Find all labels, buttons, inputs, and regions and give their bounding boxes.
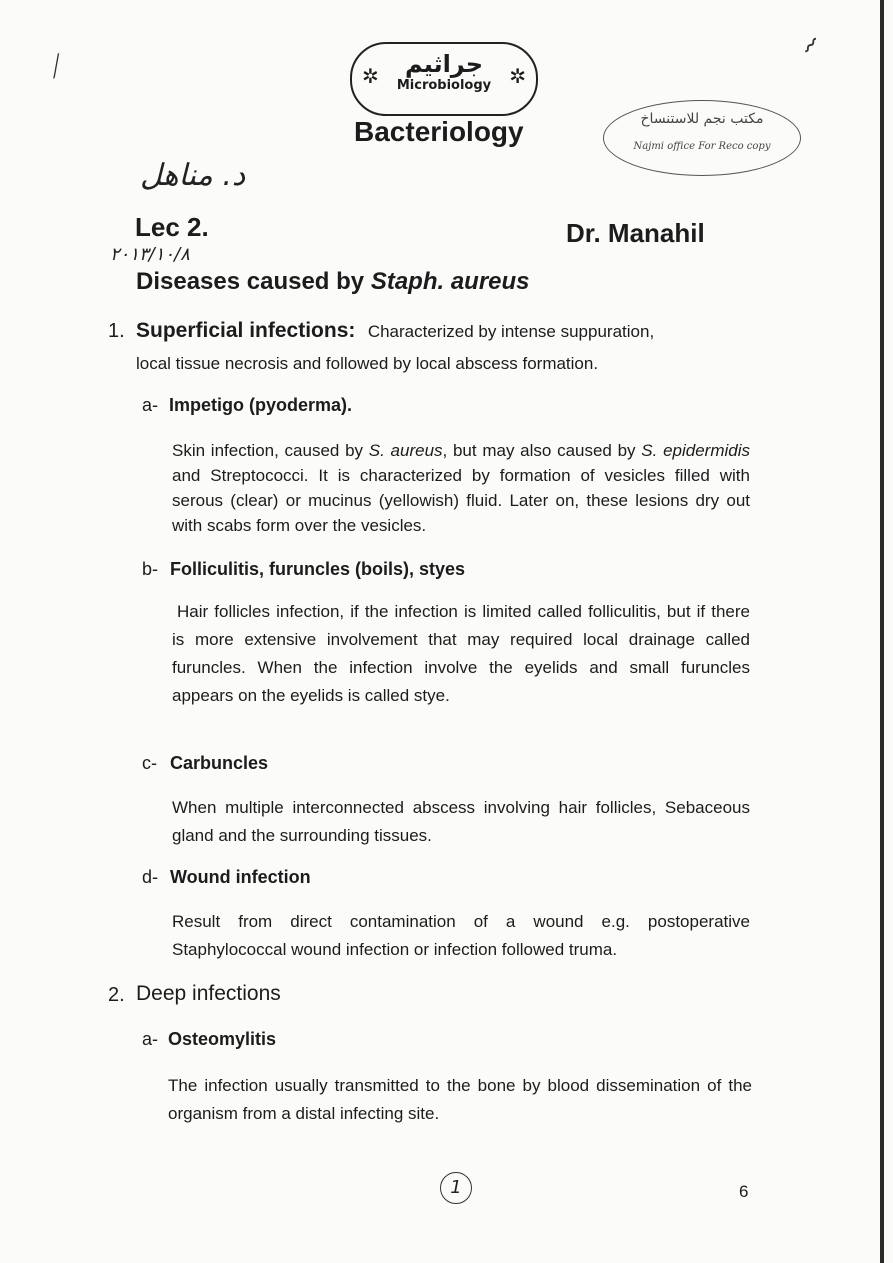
section-intro: Characterized by intense suppuration, xyxy=(367,322,655,341)
subsection-letter: a- xyxy=(142,395,159,415)
text-span: and Streptococci. It is characterized by formation of vesicles filled with serous (clear) or mucinus (yellowish) fluid. Later on, these lesions dry out with scabs form over the vesicles. xyxy=(172,466,750,535)
subsection-title: Folliculitis, furuncles (boils), styes xyxy=(170,559,466,579)
subsection-letter: a- xyxy=(142,1029,159,1049)
title-text: Diseases caused by xyxy=(136,268,371,295)
section-number: 2. xyxy=(108,984,125,1006)
circled-page-marker: 1 xyxy=(440,1172,472,1204)
subsection-text: The infection usually transmitted to the bone by blood dissemination of the organism from a distal infecting site. xyxy=(168,1076,752,1123)
subsection-letter: b- xyxy=(142,559,159,579)
microbiology-logo xyxy=(350,42,538,116)
logo-arabic: جراثيم xyxy=(404,50,484,78)
lecture-title xyxy=(136,268,530,296)
logo-english: Microbiology xyxy=(396,78,492,93)
lecture-number: Lec 2. xyxy=(135,212,209,242)
subsection-title: Osteomylitis xyxy=(168,1029,277,1049)
corner-scribble-right: ⌇ xyxy=(797,33,822,60)
star-icon: ✲ xyxy=(362,66,379,88)
star-icon: ✲ xyxy=(509,66,526,88)
subsection-title: Impetigo (pyoderma). xyxy=(169,395,353,415)
subsection-text xyxy=(172,438,750,538)
page-edge xyxy=(880,0,884,1263)
section-title: Superficial infections: xyxy=(136,319,356,342)
text-span: Skin infection, caused by xyxy=(172,441,369,460)
section-intro-line2: local tissue necrosis and followed by local abscess formation. xyxy=(136,354,599,373)
subsection-text: Result from direct contamination of a wound e.g. postoperative Staphylococcal wound infection or infection followed truma. xyxy=(172,912,750,959)
corner-scribble-left: ⟋ xyxy=(41,49,73,85)
subject-title: Bacteriology xyxy=(354,116,524,147)
subsection-title: Wound infection xyxy=(170,867,311,887)
handwritten-date: ٢٠١٣/١٠/٨ xyxy=(110,244,190,265)
page-number: 6 xyxy=(739,1182,749,1201)
subsection-text: Hair follicles infection, if the infection is limited called folliculitis, but if there is more extensive involvement that may required local drainage called furuncles. When the infection involve the eyelids and small furuncles appears on the eyelids is called stye. xyxy=(172,602,750,705)
section-number: 1. xyxy=(108,320,125,342)
stamp-english: Najmi office For Reco copy xyxy=(633,141,771,152)
handwritten-doctor-name: د. مناهل xyxy=(140,158,246,193)
section-title: Deep infections xyxy=(136,982,281,1005)
subsection-letter: c- xyxy=(142,753,157,773)
doctor-name: Dr. Manahil xyxy=(566,218,705,248)
text-italic: S. epidermidis xyxy=(641,441,750,460)
office-stamp xyxy=(603,100,801,176)
title-organism: Staph. aureus xyxy=(370,268,530,295)
text-italic: S. aureus xyxy=(368,441,443,460)
subsection-text: When multiple interconnected abscess involving hair follicles, Sebaceous gland and the surrounding tissues. xyxy=(172,798,750,845)
subsection-title: Carbuncles xyxy=(170,753,269,773)
section-heading xyxy=(136,318,756,346)
text-span: , but may also caused by xyxy=(442,441,642,460)
stamp-arabic: مكتب نجم للاستنساخ xyxy=(640,111,764,127)
subsection-letter: d- xyxy=(142,867,159,887)
